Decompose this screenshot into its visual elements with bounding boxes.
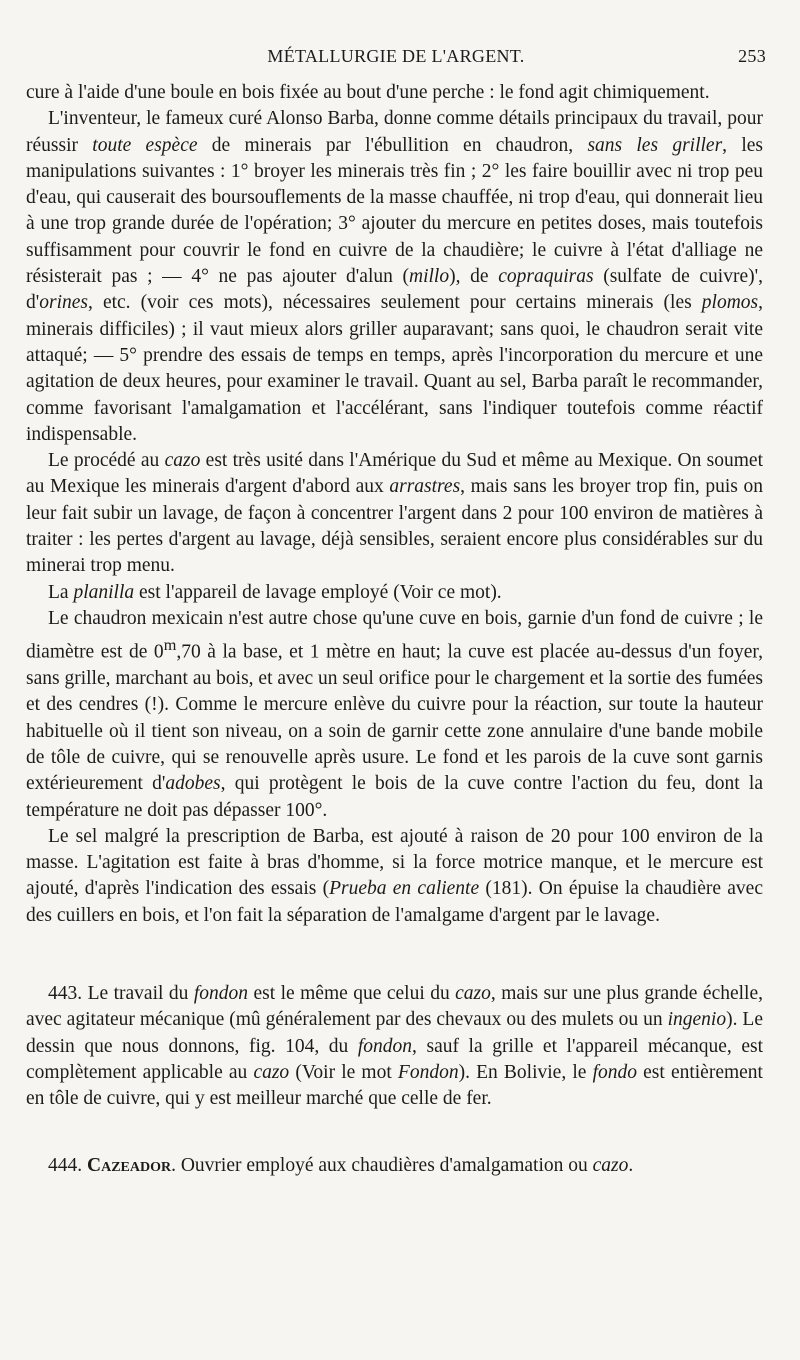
entry-443 [26, 981, 763, 1112]
superscript: m [163, 636, 177, 655]
text-span: est l'appareil de lavage employé (Voir ce mot). [134, 581, 502, 603]
text-span: La [48, 581, 74, 603]
text-span: . Ouvrier employé aux chaudières d'amalgamation ou [171, 1155, 593, 1177]
text-span: ). Le dessin que nous donnons, fig. 104, du [26, 1009, 764, 1057]
italic-span: toute espèce [92, 134, 198, 156]
text-span: , les manipulations suivantes : 1° broyer les minerais très fin ; 2° les faire bouillir avec ni trop peu d'eau, qui causerait des boursouflements de la masse chauffée, ni trop d'eau, qui donnerait lieu à une trop grande durée de l'opération; 3° ajouter du mercure en petites doses, mais toutefois suffisamment pour couvrir le fond en cuivre de la chaudière; le cuivre à l'état d'alliage ne résisterait pas ; — 4° ne pas ajouter d'alun ( [26, 134, 763, 288]
text-span: ), de [449, 266, 499, 288]
text-span: , mais sur une plus grande échelle, avec agitateur mécanique (mû généralement par des chevaux ou des mulets ou un [26, 983, 763, 1031]
italic-span: cazo [455, 983, 491, 1004]
italic-span: copraquiras [498, 266, 594, 288]
paragraph-planilla [26, 580, 763, 606]
italic-span: Fondon [397, 1061, 459, 1083]
text-span: Le sel malgré la prescription de Barba, est ajouté à raison de 20 pour 100 environ de la masse. L'agitation est faite à bras d'homme, si la force motrice manque, et le mercure est ajouté, d'après l'indication des essais ( [26, 825, 763, 900]
text-span: (sulfate de cuivre)', d' [26, 266, 763, 314]
italic-span: fondon [193, 983, 249, 1004]
text-span: , minerais difficiles) ; il vaut mieux alors griller auparavant; sans quoi, le chaudron serait vite attaqué; — 5° prendre des essais de temps en temps, après l'incorporation du mercure et une agitation de deux heures, pour examiner le travail. Quant au sel, Barba paraît le recommander, comme favorisant l'amalgamation et l'accélérant, sans l'indiquer toutefois comme réactif indispensable. [26, 292, 763, 445]
italic-span: planilla [73, 581, 135, 603]
text-span: de minerais par l'ébullition en chaudron, [197, 134, 588, 156]
text-span: 443. Le travail du [48, 983, 194, 1004]
italic-span: millo [409, 266, 450, 288]
text-span: Le procédé au [48, 450, 165, 472]
paragraph-salt [26, 824, 763, 929]
entry-number: 444. [48, 1155, 87, 1177]
running-header [26, 46, 766, 70]
text-span: , mais sans les broyer trop fin, puis on leur fait subir un lavage, de façon à concentrer l'argent dans 2 pour 100 environ de matières à traiter : les pertes d'argent au lavage, déjà sensibles, seraient encore plus considérables sur du minerai trop menu. [26, 476, 763, 577]
headword: Cazeador [87, 1155, 172, 1177]
italic-span: fondo [592, 1061, 637, 1083]
italic-span: fondon [357, 1035, 413, 1057]
text-span: est le même que celui du [248, 983, 456, 1004]
italic-span: cazo [253, 1061, 290, 1083]
italic-span: adobes [165, 773, 221, 795]
text-span: Le chaudron mexicain n'est autre chose qu'une cuve en bois, garnie d'un fond de cuivre ; le diamètre est de 0 [26, 607, 763, 663]
running-title: MÉTALLURGIE DE L'ARGENT. [267, 46, 525, 66]
entry-444 [26, 1153, 763, 1179]
text-span: (181). On épuise la chaudière avec des cuillers en bois, et l'on fait la séparation de l'amalgame d'argent par le lavage. [26, 878, 763, 926]
text-span: est très usité dans l'Amérique du Sud et même au Mexique. On soumet au Mexique les minerais d'argent d'abord aux [26, 450, 763, 498]
paragraph-cazo-process [26, 448, 763, 579]
page-body [26, 80, 763, 1180]
italic-span: cazo [164, 450, 201, 472]
text-span: ,70 à la base, et 1 mètre en haut; la cuve est placée au-dessus d'un foyer, sans grille, marchant au bois, et avec un seul orifice pour le chargement et la sortie des fumées et des cendres (!). Comme le mercure enlève du cuivre pour la réaction, sur toute la hauteur habituelle où il tient son niveau, on a soin de garnir cette zone annulaire d'une bande mobile de tôle de cuivre, qui se renouvelle après usure. Le fond et les parois de la cuve sont garnis extérieurement d' [26, 641, 763, 795]
text-span: (Voir le mot [289, 1061, 398, 1083]
page-number: 253 [738, 46, 766, 66]
text-span: , sauf la grille et l'appareil mécanque, est complètement applicable au [26, 1035, 763, 1083]
paragraph-continuation: cure à l'aide d'une boule en bois fixée au bout d'une perche : le fond agit chimiquement. [26, 82, 710, 103]
text-span: ). En Bolivie, le [458, 1061, 593, 1083]
italic-span: sans les griller [587, 134, 723, 156]
text-span: , etc. (voir ces mots), nécessaires seulement pour certains minerais (les [88, 292, 702, 314]
italic-span: ingenio [667, 1009, 727, 1031]
italic-span: arrastres [389, 476, 461, 498]
italic-span: Prueba en caliente [329, 878, 480, 900]
text-span: , qui protègent le bois de la cuve contre l'action du feu, dont la température ne doit pas dépasser 100°. [26, 773, 763, 821]
paragraph-barba [26, 106, 763, 448]
text-span: L'inventeur, le fameux curé Alonso Barba, donne comme détails principaux du travail, pour réussir [26, 108, 763, 156]
italic-span: plomos [701, 292, 759, 314]
text-span: est entièrement en tôle de cuivre, qui y est meilleur marché que celle de fer. [26, 1061, 763, 1110]
italic-span: cazo [592, 1155, 629, 1177]
italic-span: orines [39, 292, 89, 314]
text-span: . [628, 1155, 634, 1177]
paragraph-mexican-cauldron [26, 606, 763, 824]
